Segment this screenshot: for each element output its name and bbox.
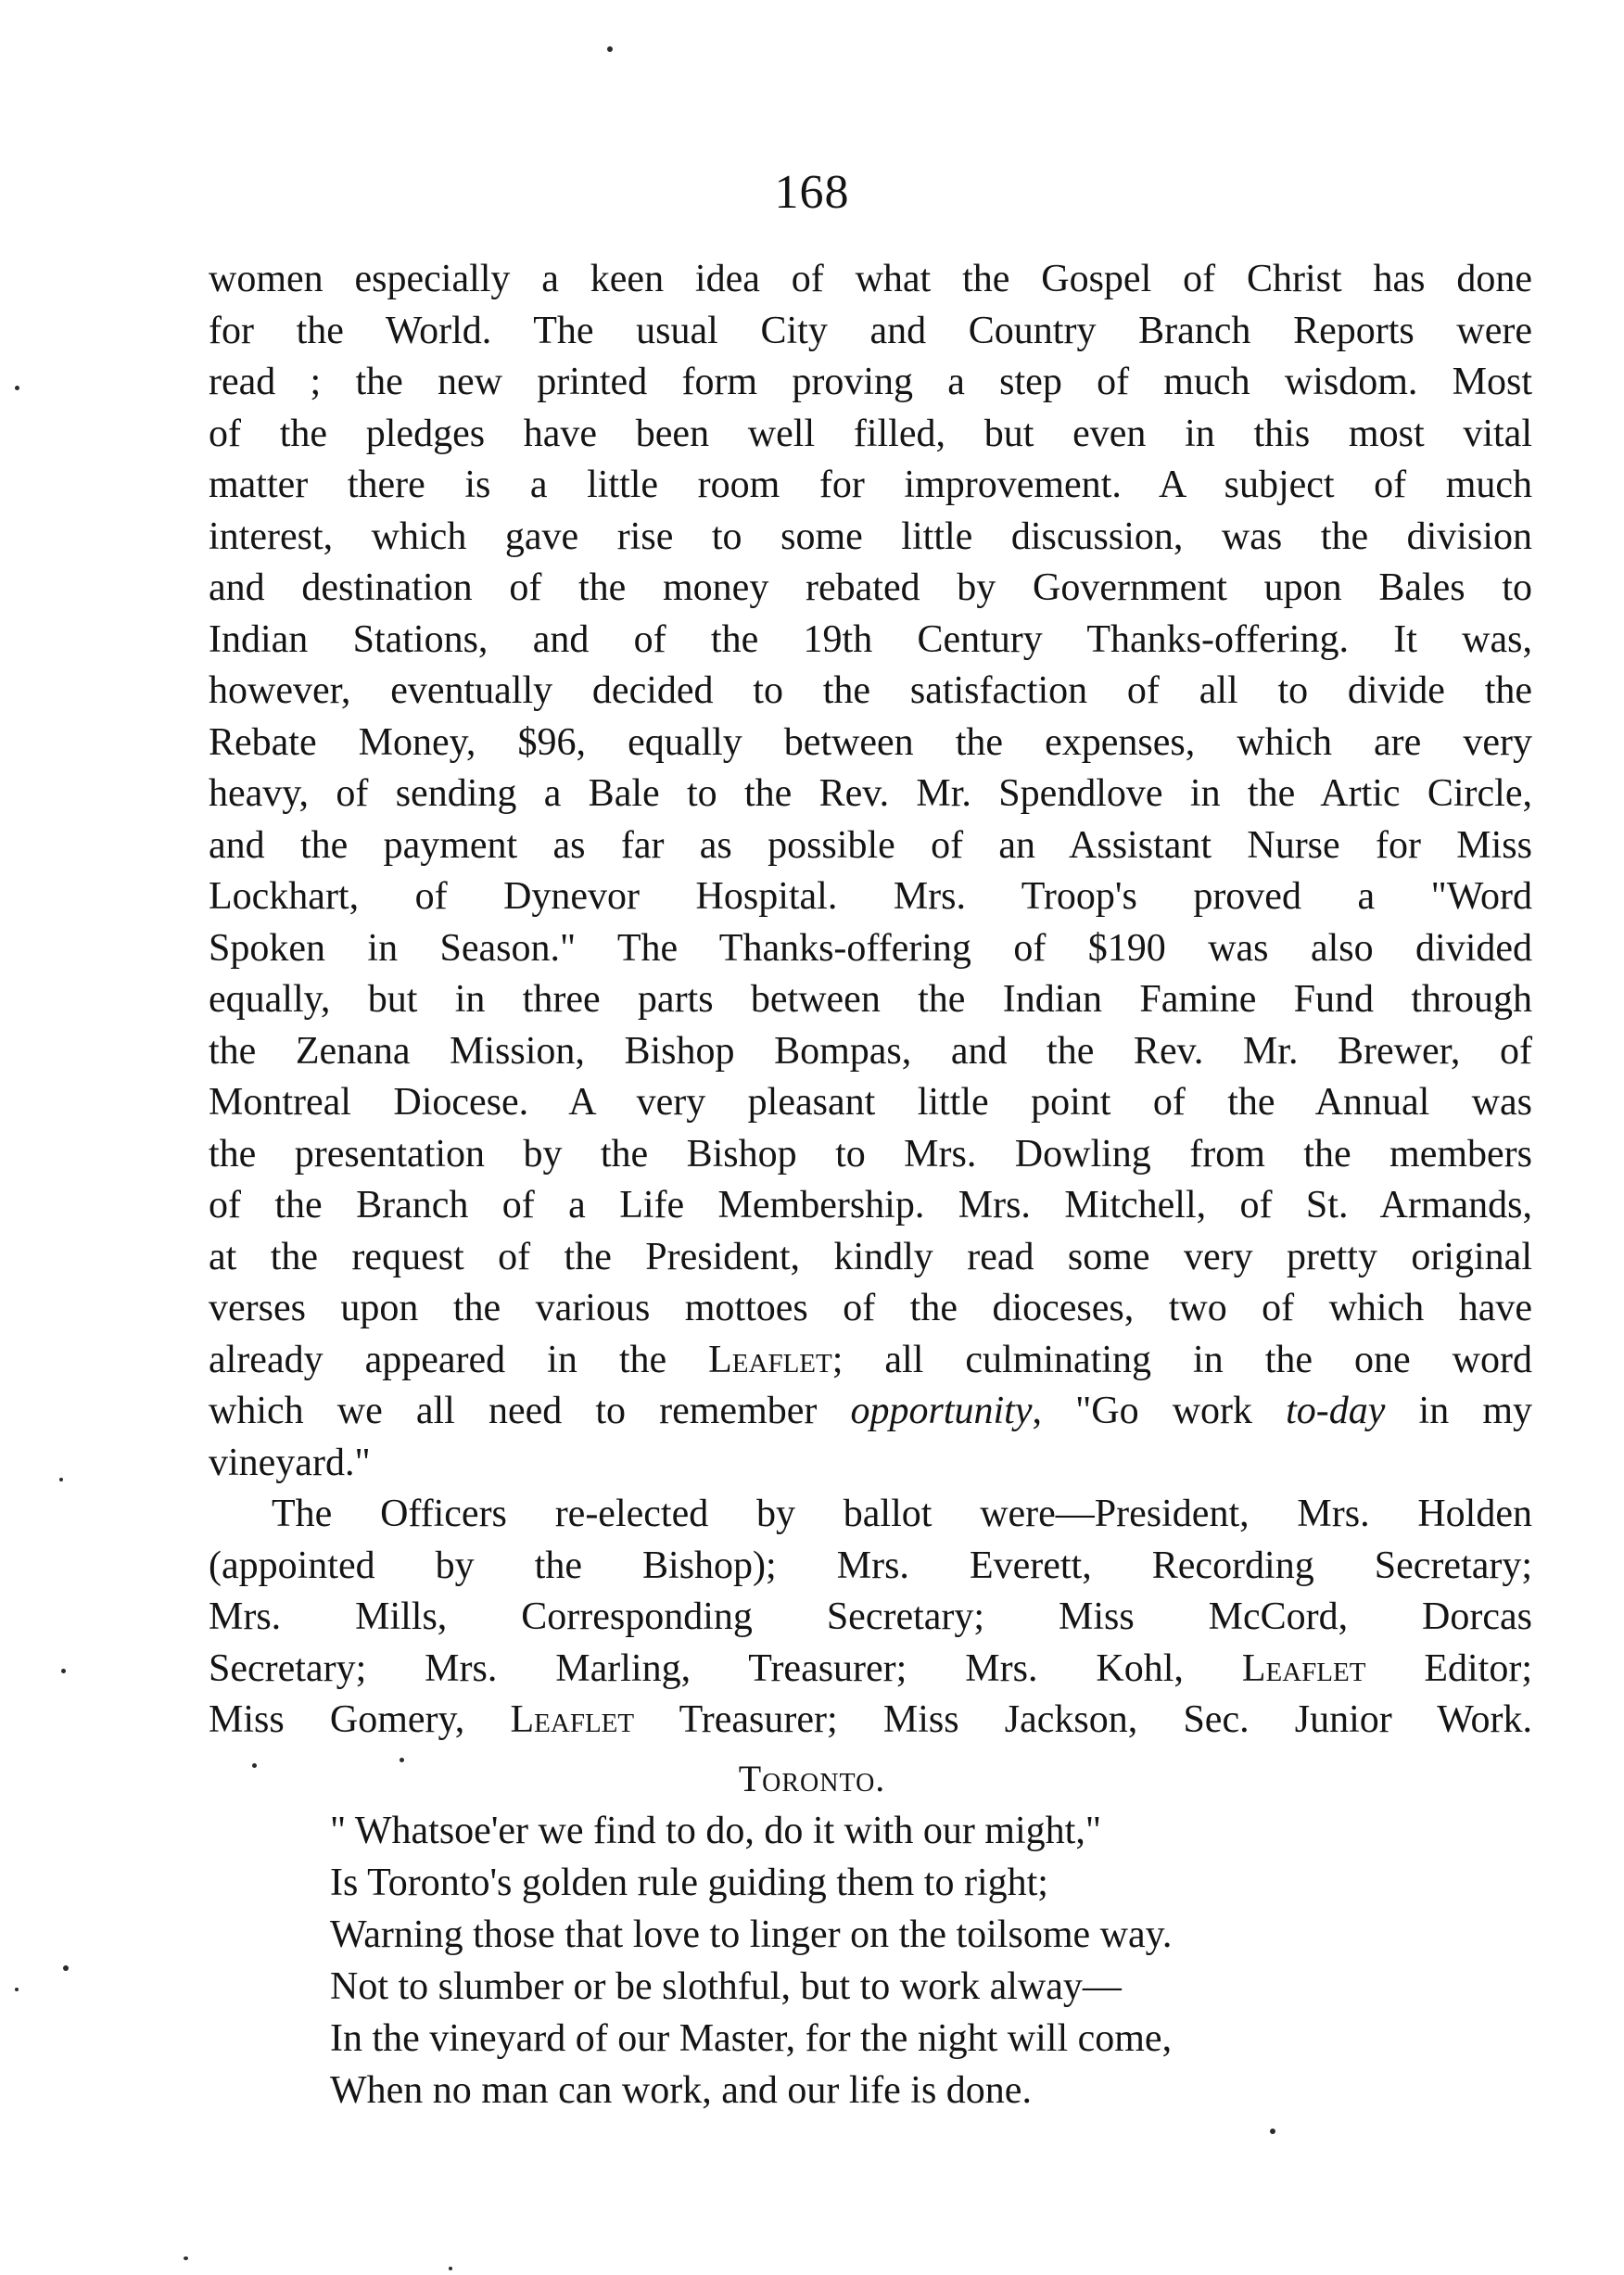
text-line: Montreal Diocese. A very pleasant little point of the Annual was: [209, 1081, 1532, 1124]
poem-line: " Whatsoe'er we find to do, do it with our might,": [330, 1810, 1101, 1852]
line-text: Editor;: [1365, 1646, 1532, 1690]
text-line: vineyard.": [209, 1441, 371, 1484]
text-line: [209, 1335, 1532, 1387]
italic-text: to-day: [1286, 1390, 1386, 1432]
poem: [330, 1805, 1535, 2116]
leaflet-title: Leaflet: [708, 1338, 832, 1381]
text-line: Spoken in Season." The Thanks-offering of $190 was also divided: [209, 926, 1532, 970]
scan-speck: [15, 386, 19, 390]
poem-line: Is Toronto's golden rule guiding them to right;: [330, 1862, 1048, 1904]
scan-speck: [63, 1965, 69, 1971]
scan-speck: [252, 1763, 257, 1768]
scan-speck: [449, 2267, 452, 2270]
line-text: ; all culminating in the one word: [831, 1338, 1532, 1381]
text-line: Indian Stations, and of the 19th Century Thanks-offering. It was,: [209, 617, 1532, 661]
italic-text: opportunity: [850, 1390, 1033, 1432]
scan-speck: [61, 1669, 66, 1673]
text-line: women especially a keen idea of what the Gospel of Christ has done: [209, 258, 1532, 300]
text-line: heavy, of sending a Bale to the Rev. Mr. Spendlove in the Artic Circle,: [209, 772, 1532, 815]
text-line: Lockhart, of Dynevor Hospital. Mrs. Troop's proved a "Word: [209, 875, 1532, 918]
line-text: which we all need to remember: [209, 1390, 851, 1432]
scan-speck: [607, 46, 613, 52]
text-line: the Zenana Mission, Bishop Bompas, and the Rev. Mr. Brewer, of: [209, 1029, 1532, 1073]
scan-speck: [59, 1478, 63, 1481]
text-line: (appointed by the Bishop); Mrs. Everett, Recording Secretary;: [209, 1544, 1532, 1587]
text-line: of the Branch of a Life Membership. Mrs. Mitchell, of St. Armands,: [209, 1184, 1532, 1226]
page-number: 168: [774, 166, 850, 219]
scan-speck: [400, 1758, 404, 1762]
line-text: Secretary; Mrs. Marling, Treasurer; Mrs. Kohl,: [209, 1646, 1242, 1690]
text-line: Rebate Money, $96, equally between the expenses, which are very: [209, 720, 1532, 764]
text-line: and the payment as far as possible of an Assistant Nurse for Miss: [209, 823, 1532, 867]
text-line: and destination of the money rebated by Government upon Bales to: [209, 566, 1532, 609]
scan-speck: [184, 2256, 188, 2260]
body-text: [209, 254, 1532, 1747]
line-text: already appeared in the: [209, 1338, 709, 1381]
scan-speck: [1270, 2129, 1275, 2134]
section-heading: Toronto.: [738, 1758, 886, 1799]
text-line: at the request of the President, kindly read some very pretty original: [209, 1235, 1532, 1278]
poem-line: Not to slumber or be slothful, but to work alway—: [330, 1965, 1122, 2008]
line-text: in my: [1385, 1390, 1532, 1432]
text-line: the presentation by the Bishop to Mrs. Dowling from the members: [209, 1132, 1532, 1176]
leaflet-title: Leaflet: [510, 1698, 635, 1741]
line-text: Treasurer; Miss Jackson, Sec. Junior Work.: [634, 1698, 1532, 1741]
text-line: for the World. The usual City and Country Branch Reports were: [209, 309, 1532, 352]
leaflet-title: Leaflet: [1241, 1646, 1366, 1690]
text-line: read ; the new printed form proving a step of much wisdom. Most: [209, 361, 1532, 403]
text-line: however, eventually decided to the satisfaction of all to divide the: [209, 669, 1532, 712]
line-text: Miss Gomery,: [209, 1698, 511, 1741]
text-line: matter there is a little room for improvement. A subject of much: [209, 464, 1532, 506]
text-line: of the pledges have been well filled, but even in this most vital: [209, 412, 1532, 455]
poem-line: In the vineyard of our Master, for the night will come,: [330, 2017, 1173, 2060]
poem-line: Warning those that love to linger on the toilsome way.: [330, 1913, 1173, 1956]
text-line: [209, 1644, 1532, 1696]
text-line: equally, but in three parts between the Indian Famine Fund through: [209, 978, 1532, 1021]
text-line: [209, 1695, 1532, 1747]
text-line: interest, which gave rise to some little discussion, was the division: [209, 515, 1532, 558]
text-line: verses upon the various mottoes of the dioceses, two of which have: [209, 1287, 1532, 1329]
text-line: Mrs. Mills, Corresponding Secretary; Miss McCord, Dorcas: [209, 1595, 1532, 1638]
poem-line: When no man can work, and our life is done.: [330, 2069, 1032, 2112]
scan-speck: [15, 1988, 19, 1991]
text-line: The Officers re-elected by ballot were—President, Mrs. Holden: [272, 1493, 1532, 1535]
text-line: [209, 1386, 1532, 1438]
line-text: , "Go work: [1032, 1390, 1287, 1432]
